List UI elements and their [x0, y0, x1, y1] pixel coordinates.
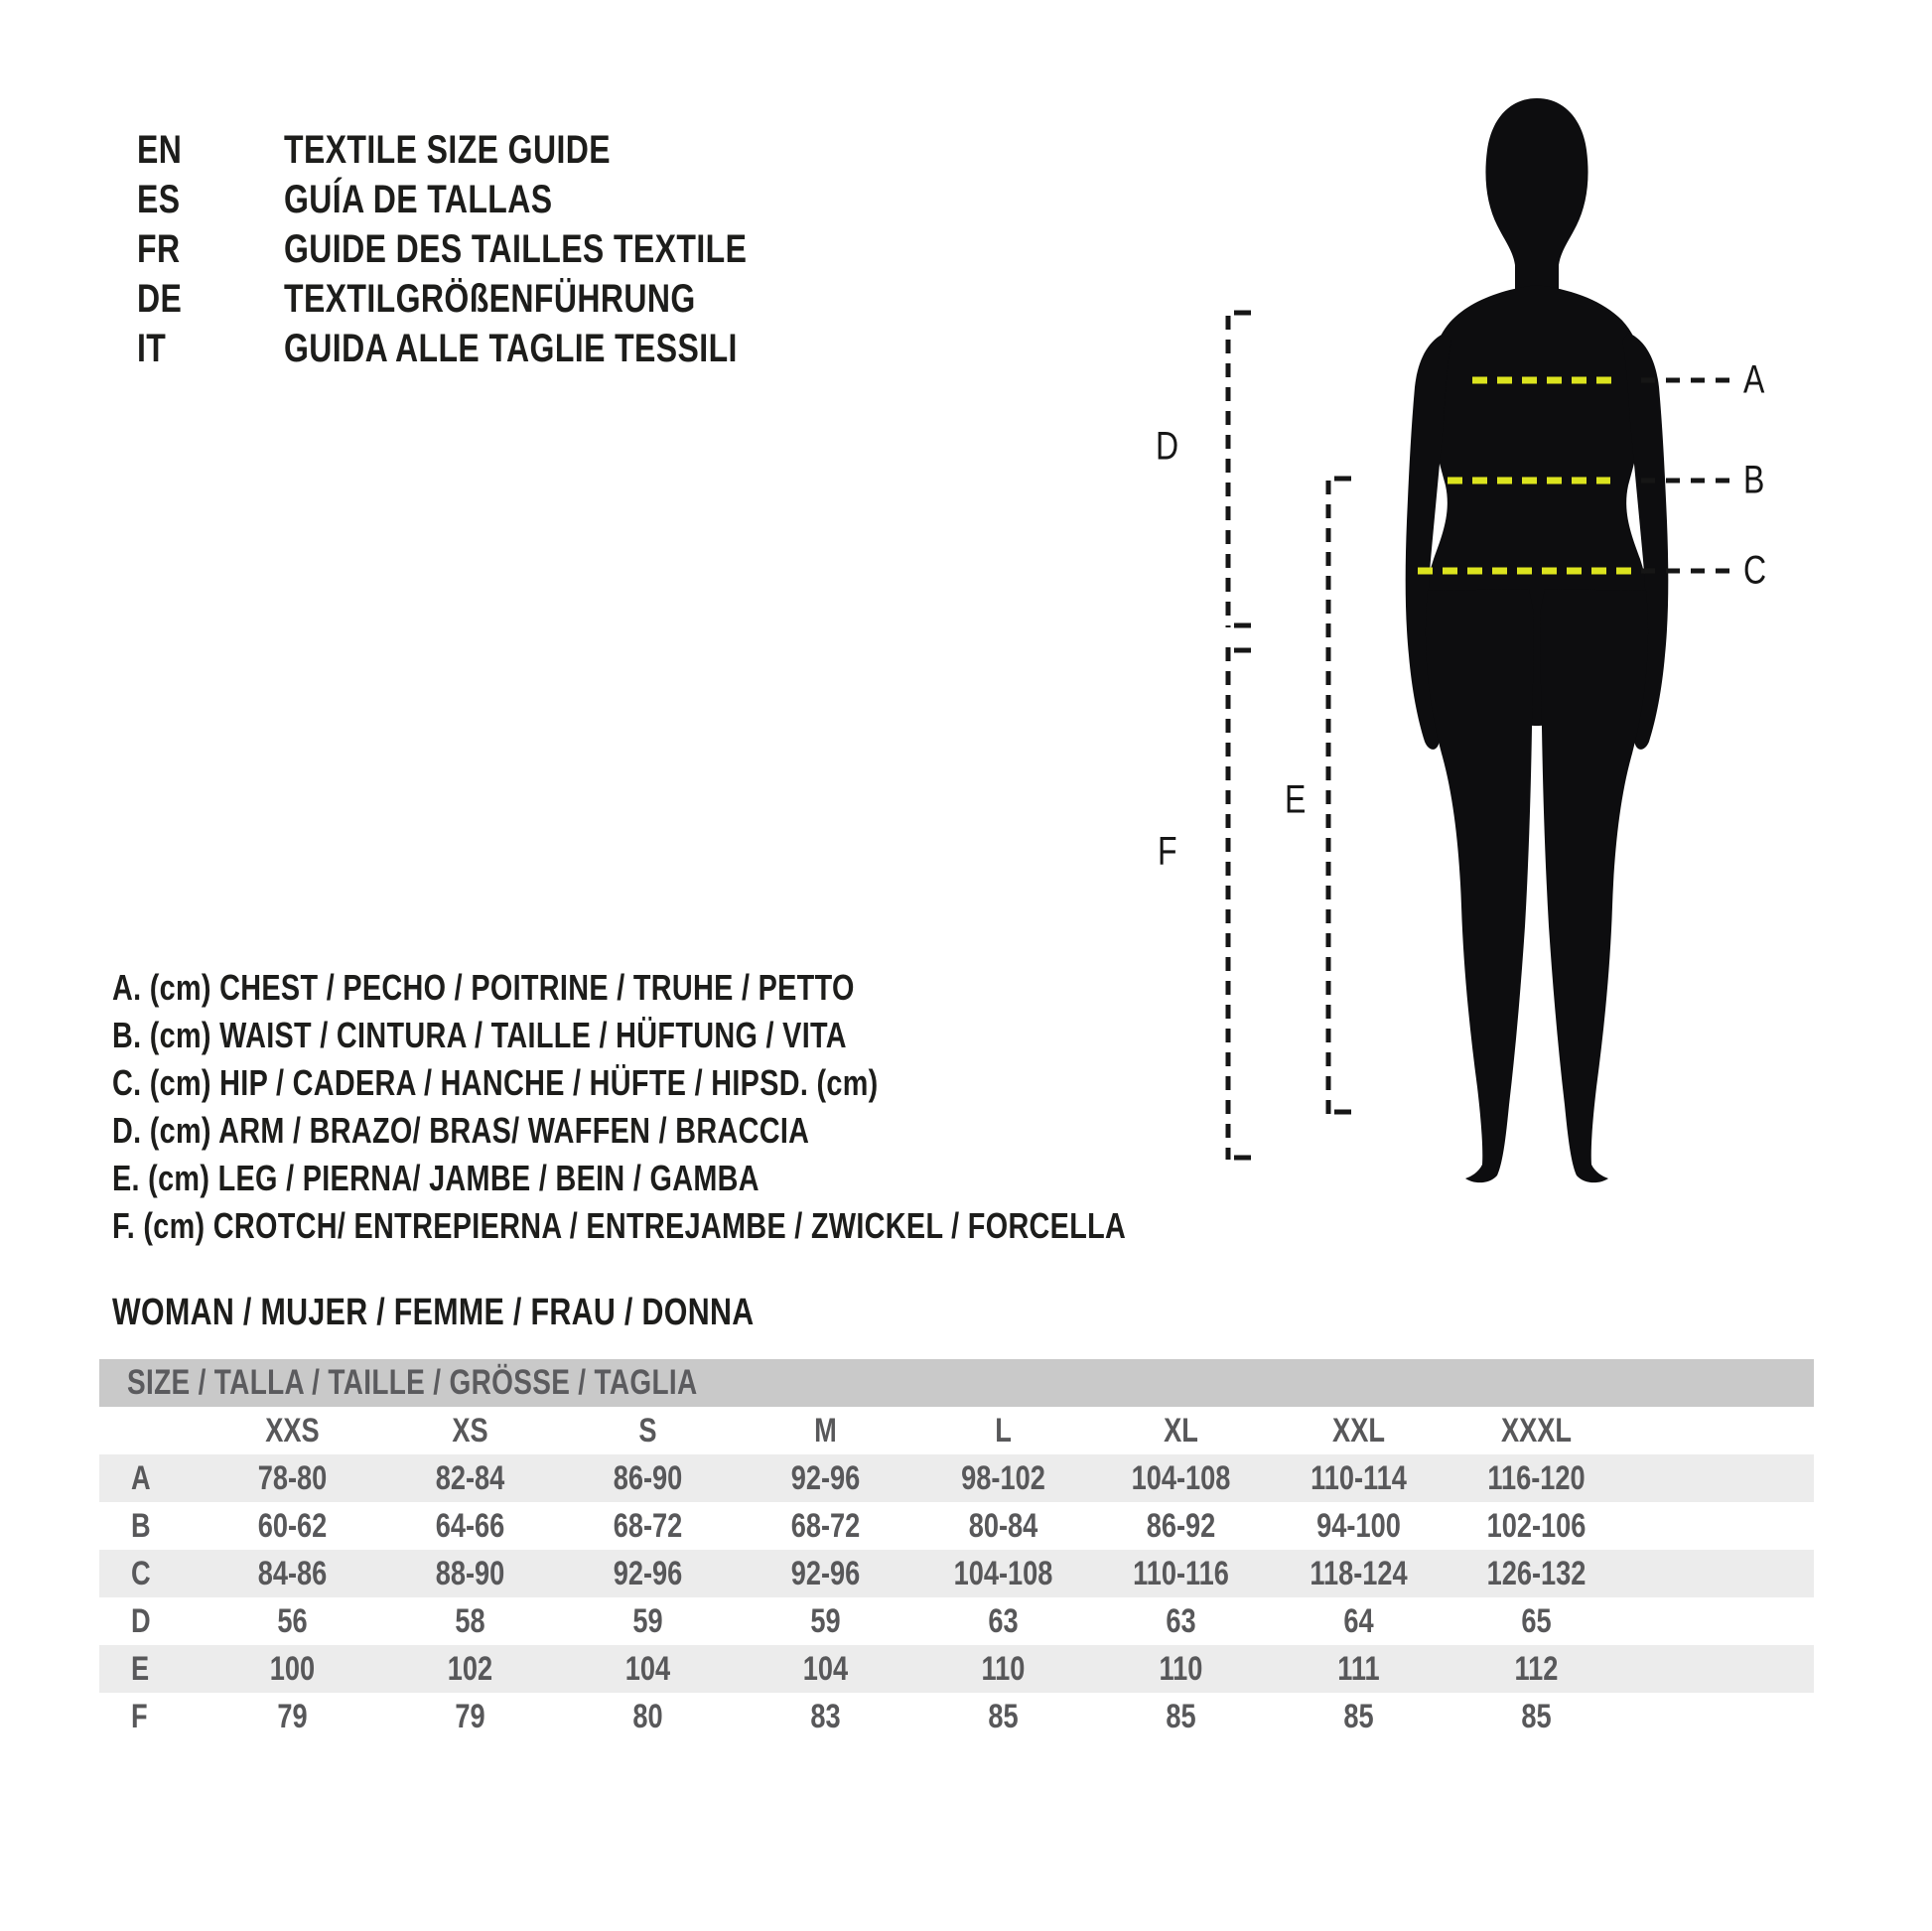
- value-cell: 104-108: [953, 1554, 1053, 1592]
- value-cell: 60-62: [257, 1506, 328, 1545]
- size-names-row: [99, 1407, 1814, 1454]
- value-cell: 85: [1343, 1697, 1374, 1735]
- value-cell: 92-96: [790, 1554, 861, 1592]
- value-cell: 83: [810, 1697, 841, 1735]
- value-cell: 86-90: [613, 1458, 683, 1497]
- language-row-de: [137, 274, 863, 324]
- size-header: XS: [452, 1411, 488, 1449]
- value-cell: 110-114: [1311, 1458, 1407, 1497]
- value-cell: 88-90: [435, 1554, 505, 1592]
- value-cell: 80: [632, 1697, 663, 1735]
- value-cell: 58: [455, 1601, 485, 1640]
- value-cell: 80-84: [968, 1506, 1038, 1545]
- size-header: XXL: [1332, 1411, 1385, 1449]
- silhouette-head: [1485, 98, 1587, 295]
- table-row-chest: [99, 1454, 1814, 1502]
- value-cell: 85: [1166, 1697, 1196, 1735]
- guide-title: GUIDE DES TAILLES TEXTILE: [284, 226, 748, 271]
- language-code: DE: [137, 276, 183, 321]
- language-row-fr: [137, 224, 863, 274]
- value-cell: 102-106: [1486, 1506, 1587, 1545]
- size-header: XL: [1164, 1411, 1198, 1449]
- legend-item-chest: A. (cm) CHEST / PECHO / POITRINE / TRUHE / PETTO: [112, 967, 855, 1008]
- language-code: EN: [137, 127, 183, 172]
- value-cell: 65: [1521, 1601, 1552, 1640]
- size-table-header: SIZE / TALLA / TAILLE / GRÖSSE / TAGLIA: [99, 1359, 1814, 1407]
- value-cell: 112: [1514, 1649, 1559, 1688]
- value-cell: 118-124: [1310, 1554, 1408, 1592]
- size-header: XXS: [265, 1411, 320, 1449]
- value-cell: 94-100: [1316, 1506, 1401, 1545]
- language-row-es: [137, 175, 863, 224]
- language-code: IT: [137, 326, 167, 370]
- size-header: S: [638, 1411, 657, 1449]
- table-row-arm: [99, 1597, 1814, 1645]
- value-cell: 110: [1159, 1649, 1203, 1688]
- row-label: B: [131, 1506, 151, 1545]
- value-cell: 85: [988, 1697, 1019, 1735]
- size-header: L: [995, 1411, 1012, 1449]
- label-e-leg: E: [1285, 777, 1307, 822]
- table-row-hip: [99, 1550, 1814, 1597]
- legend-item-arm: D. (cm) ARM / BRAZO/ BRAS/ WAFFEN / BRACCIA: [112, 1110, 810, 1151]
- language-title-block: [137, 125, 863, 373]
- size-table: [99, 1359, 1814, 1740]
- value-cell: 110: [981, 1649, 1026, 1688]
- label-d-arm: D: [1156, 424, 1179, 469]
- language-code: ES: [137, 177, 181, 221]
- value-cell: 56: [277, 1601, 308, 1640]
- value-cell: 85: [1521, 1697, 1552, 1735]
- value-cell: 64-66: [435, 1506, 505, 1545]
- row-label: D: [131, 1601, 151, 1640]
- value-cell: 116-120: [1487, 1458, 1586, 1497]
- value-cell: 59: [632, 1601, 663, 1640]
- table-row-waist: [99, 1502, 1814, 1550]
- value-cell: 92-96: [613, 1554, 683, 1592]
- value-cell: 63: [1166, 1601, 1196, 1640]
- value-cell: 64: [1343, 1601, 1374, 1640]
- value-cell: 104: [802, 1649, 849, 1688]
- legend-item-leg: E. (cm) LEG / PIERNA/ JAMBE / BEIN / GAMBA: [112, 1158, 759, 1198]
- legend-item-crotch: F. (cm) CROTCH/ ENTREPIERNA / ENTREJAMBE / ZWICKEL / FORCELLA: [112, 1205, 1127, 1246]
- label-c-hip: C: [1743, 548, 1767, 593]
- value-cell: 84-86: [257, 1554, 328, 1592]
- value-cell: 63: [988, 1601, 1019, 1640]
- silhouette-left-leg: [1426, 589, 1533, 1182]
- legend-item-waist: B. (cm) WAIST / CINTURA / TAILLE / HÜFTUNG / VITA: [112, 1015, 847, 1055]
- language-code: FR: [137, 226, 181, 271]
- row-label: C: [131, 1554, 151, 1592]
- value-cell: 104-108: [1131, 1458, 1231, 1497]
- value-cell: 68-72: [613, 1506, 683, 1545]
- row-label: A: [131, 1458, 151, 1497]
- label-b-waist: B: [1743, 458, 1765, 502]
- guide-title: GUIDA ALLE TAGLIE TESSILI: [284, 326, 738, 370]
- value-cell: 79: [277, 1697, 308, 1735]
- guide-title: GUÍA DE TALLAS: [284, 177, 553, 221]
- value-cell: 100: [269, 1649, 316, 1688]
- row-label: F: [131, 1697, 148, 1735]
- value-cell: 102: [447, 1649, 493, 1688]
- woman-silhouette-figure: [1380, 94, 1678, 1186]
- language-row-en: [137, 125, 863, 175]
- value-cell: 59: [810, 1601, 841, 1640]
- value-cell: 111: [1337, 1649, 1380, 1688]
- table-row-crotch: [99, 1693, 1814, 1740]
- legend-item-hip: C. (cm) HIP / CADERA / HANCHE / HÜFTE / HIPSD. (cm): [112, 1062, 879, 1103]
- value-cell: 126-132: [1486, 1554, 1587, 1592]
- value-cell: 110-116: [1133, 1554, 1229, 1592]
- table-row-leg: [99, 1645, 1814, 1693]
- value-cell: 78-80: [257, 1458, 328, 1497]
- label-a-chest: A: [1743, 357, 1765, 402]
- value-cell: 79: [455, 1697, 485, 1735]
- guide-title: TEXTILGRÖßENFÜHRUNG: [284, 276, 696, 321]
- silhouette-right-leg: [1541, 589, 1648, 1182]
- value-cell: 98-102: [961, 1458, 1045, 1497]
- guide-title: TEXTILE SIZE GUIDE: [284, 127, 612, 172]
- measurement-legend: [112, 964, 1379, 1250]
- value-cell: 92-96: [790, 1458, 861, 1497]
- gender-heading: WOMAN / MUJER / FEMME / FRAU / DONNA: [112, 1291, 755, 1333]
- value-cell: 104: [624, 1649, 671, 1688]
- value-cell: 68-72: [790, 1506, 861, 1545]
- row-label: E: [131, 1649, 150, 1688]
- size-header: XXXL: [1500, 1411, 1573, 1449]
- value-cell: 82-84: [435, 1458, 505, 1497]
- value-cell: 86-92: [1146, 1506, 1216, 1545]
- size-header: M: [814, 1411, 837, 1449]
- language-row-it: [137, 324, 863, 373]
- label-f-crotch: F: [1158, 829, 1177, 874]
